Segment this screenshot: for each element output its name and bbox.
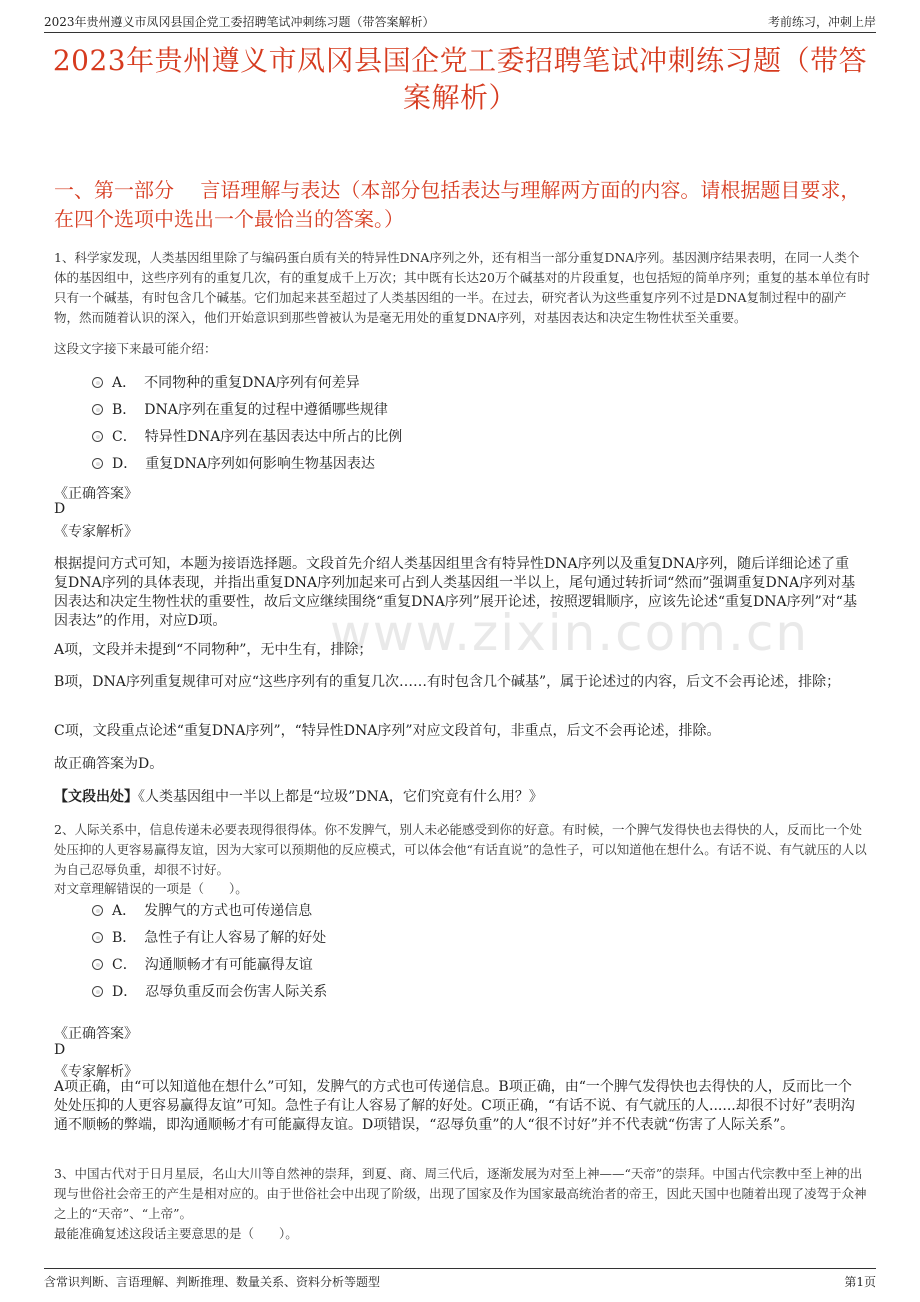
radio-icon[interactable]: [92, 458, 103, 469]
q1-stem: 1、科学家发现，人类基因组里除了与编码蛋白质有关的特异性DNA序列之外，还有相当一部分重复DNA序列。基因测序结果表明，在同一人类个体的基因组中，这些序列有的重复几次，有的重复成千上万次；其中既有长达20万个碱基对的片段重复，也包括短的简单序列；重复的基本单位有时只有一个碱基，有时包含几个碱基。它们加起来甚至超过了人类基因组的一半。在过去，研究者认为这些重复序列不过是DNA复制过程中的副产物，然而随着认识的深入，他们开始意识到那些曾被认为是毫无用处的重复DNA序列，对基因表达和决定生物性状至关重要。: [54, 250, 870, 325]
q2-prompt: 对文章理解错误的一项是（ ）。: [54, 881, 248, 896]
radio-icon[interactable]: [92, 986, 103, 997]
q1-analysis-para-3: B项，DNA序列重复规律可对应“这些序列有的重复几次……有时包含几个碱基”，属于论述过的内容，后文不会再论述，排除；: [54, 674, 841, 690]
q2-option-a[interactable]: A． 发脾气的方式也可传递信息: [92, 901, 312, 921]
q1-prompt: 这段文字接下来最可能介绍：: [54, 341, 217, 356]
q2-stem: 2、人际关系中，信息传递未必要表现得很得体。你不发脾气，别人未必能感受到你的好意。有时候，一个脾气发得快也去得快的人，反而比一个处处压抑的人更容易赢得友谊，因为大家可以预期他的反应模式，可以体会他“有话直说”的急性子，可以知道他在想什么。有话不说、有气就压的人以为自己忍辱负重，却很不讨好。: [54, 822, 867, 877]
footer-left-text: 含常识判断、言语理解、判断推理、数量关系、资料分析等题型: [44, 1275, 381, 1289]
radio-icon[interactable]: [92, 404, 103, 415]
q2-answer: D: [54, 1042, 66, 1058]
source-label: 【文段出处】: [54, 789, 138, 805]
q1-option-d[interactable]: D． 重复DNA序列如何影响生物基因表达: [92, 454, 375, 474]
source-title: 《人类基因组中一半以上都是“垃圾”DNA，它们究竟有什么用？》: [138, 789, 543, 805]
q1-analysis-para-5: 故正确答案为D。: [54, 756, 164, 772]
q1-analysis-para-1: 根据提问方式可知，本题为接语选择题。文段首先介绍人类基因组里含有特异性DNA序列以及重复DNA序列，随后详细论述了重复DNA序列的具体表现，并指出重复DNA序列加起来可占到人类基因组一半以上，尾句通过转折词“然而”强调重复DNA序列对基因表达和决定生物性状的重要性，故后文应继续围绕“重复DNA序列”展开论述，按照逻辑顺序，应该先论述“重复DNA序列”对“基因表达”的作用，对应D项。: [54, 556, 857, 629]
radio-icon[interactable]: [92, 905, 103, 916]
q2-option-b[interactable]: B． 急性子有让人容易了解的好处: [92, 928, 326, 948]
page-header: [44, 10, 876, 33]
q2-correct-answer-label: 《正确答案》: [54, 1026, 138, 1042]
q1-option-c[interactable]: C． 特异性DNA序列在基因表达中所占的比例: [92, 427, 402, 447]
q2-option-d[interactable]: D． 忍辱负重反而会伤害人际关系: [92, 982, 327, 1002]
q3-prompt: 最能准确复述这段话主要意思的是（ ）。: [54, 1226, 298, 1241]
q2-analysis: A项正确，由“可以知道他在想什么”可知，发脾气的方式也可传递信息。B项正确，由“一个脾气发得快也去得快的人，反而比一个处处压抑的人更容易赢得友谊”可知。急性子有让人容易了解的好处。C项正确，“有话不说、有气就压的人......却很不讨好”表明沟通不顺畅的弊端，即沟通顺畅才有可能赢得友谊。D项错误，“忍辱负重”的人“很不讨好”并不代表就“伤害了人际关系”。: [54, 1079, 855, 1133]
q1-option-a[interactable]: A． 不同物种的重复DNA序列有何差异: [92, 373, 360, 393]
q3-stem: 3、中国古代对于日月星辰，名山大川等自然神的崇拜，到夏、商、周三代后，逐渐发展为对至上神——“天帝”的崇拜。中国古代宗教中至上神的出现与世俗社会帝王的产生是相对应的。由于世俗社会中出现了阶级，出现了国家及作为国家最高统治者的帝王，因此天国中也随着出现了凌驾于众神之上的“天帝”、“上帝”。: [54, 1166, 867, 1221]
document-title: 2023年贵州遵义市凤冈县国企党工委招聘笔试冲刺练习题（带答案解析）: [52, 44, 868, 114]
q1-answer: D: [54, 501, 66, 517]
q1-option-b[interactable]: B． DNA序列在重复的过程中遵循哪些规律: [92, 400, 388, 420]
radio-icon[interactable]: [92, 959, 103, 970]
header-right-text: 考前练习，冲刺上岸: [767, 15, 876, 29]
page-number: 第1页: [844, 1275, 876, 1289]
q2-expert-analysis-label: 《专家解析》: [54, 1064, 138, 1080]
q1-correct-answer-label: 《正确答案》: [54, 486, 138, 502]
radio-icon[interactable]: [92, 932, 103, 943]
q1-source: [54, 788, 862, 807]
radio-icon[interactable]: [92, 377, 103, 388]
section-heading: 一、第一部分 言语理解与表达（本部分包括表达与理解两方面的内容。请根据题目要求，在四个选项中选出一个最恰当的答案。）: [54, 178, 861, 231]
q1-analysis-para-2: A项，文段并未提到“不同物种”，无中生有，排除；: [54, 642, 373, 658]
radio-icon[interactable]: [92, 431, 103, 442]
header-left-text: 2023年贵州遵义市凤冈县国企党工委招聘笔试冲刺练习题（带答案解析）: [44, 15, 435, 29]
q1-analysis-para-4: C项，文段重点论述“重复DNA序列”，“特异性DNA序列”对应文段首句，非重点，后文不会再论述，排除。: [54, 723, 721, 739]
q1-expert-analysis-label: 《专家解析》: [54, 524, 138, 540]
page-footer: [44, 1268, 876, 1293]
q2-option-c[interactable]: C． 沟通顺畅才有可能赢得友谊: [92, 955, 313, 975]
watermark: www.zixin.com.cn: [330, 604, 810, 662]
